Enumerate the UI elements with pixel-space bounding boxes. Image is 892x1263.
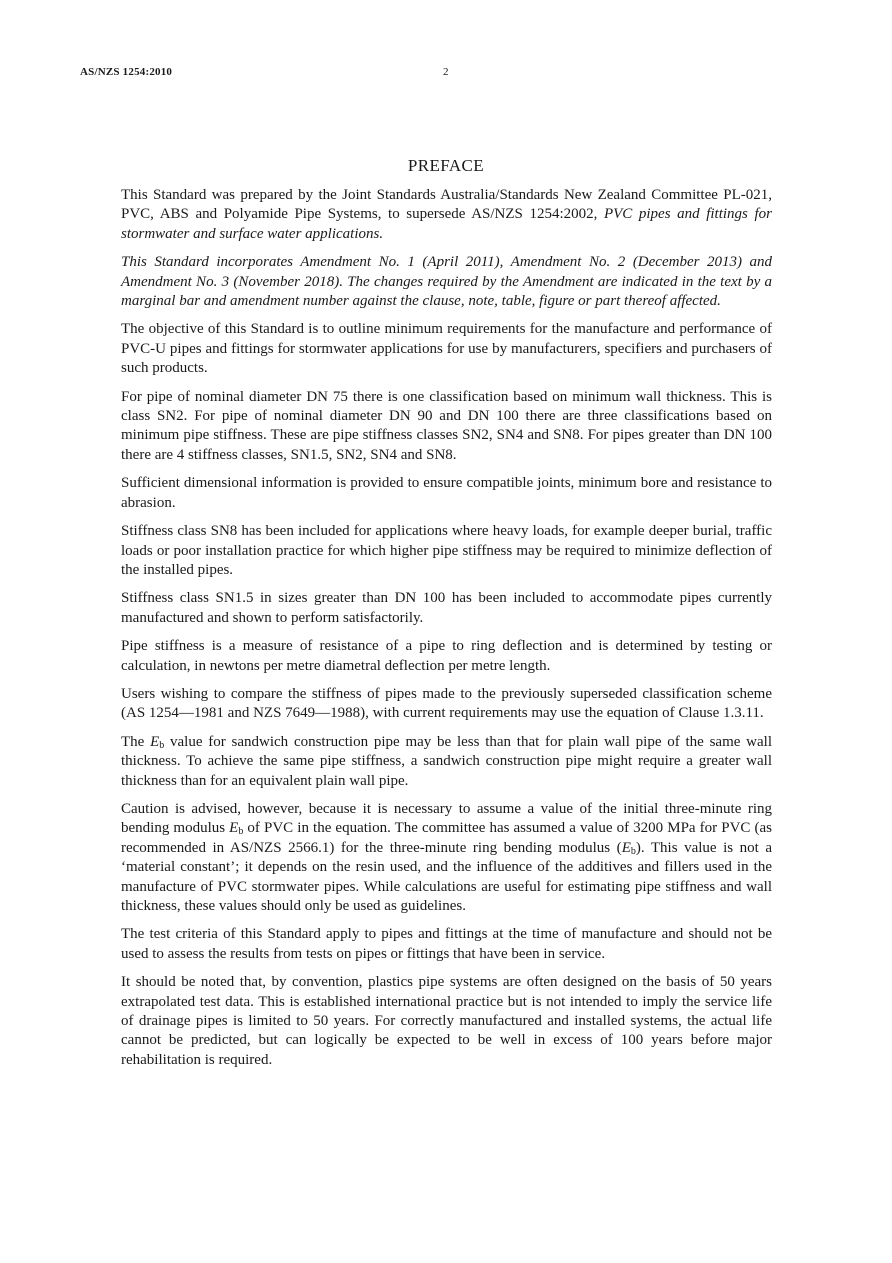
preface-body	[121, 186, 772, 1079]
caution-eb-symbol: E	[229, 820, 239, 837]
caution-text-b: of PVC in the equation. The committee has assumed a value of 3200 MPa for PVC (as recommended in AS/NZS 2566.1) for the three-minute ring bending modulus (	[121, 820, 772, 856]
paragraph-committee	[121, 186, 772, 244]
paragraph-sn8: Stiffness class SN8 has been included for applications where heavy loads, for example deeper burial, traffic loads or poor installation practice for which higher pipe stiffness may be required to minimize deflection of the installed pipes.	[121, 523, 772, 578]
caution-eb-symbol-2: E	[621, 839, 631, 856]
paragraph-pipe-stiffness: Pipe stiffness is a measure of resistance of a pipe to ring deflection and is determined by testing or calculation, in newtons per metre diametral deflection per metre length.	[121, 638, 772, 674]
paragraph-committee-text: This Standard was prepared by the Joint Standards Australia/Standards New Zealand Committee PL-021, PVC, ABS and Polyamide Pipe Systems, to supersede AS/NZS 1254:2002,	[121, 187, 772, 223]
eb-subscript: b	[159, 739, 165, 751]
paragraph-service-life: It should be noted that, by convention, plastics pipe systems are often designed on the basis of 50 years extrapolated test data. This is established international practice but is not intended to imply the service life of drainage pipes is limited to 50 years. For correctly manufactured and installed systems, the actual life cannot be predicted, but can logically be expected to be well in excess of 100 years before major rehabilitation is required.	[121, 974, 772, 1068]
paragraph-eb-sandwich	[121, 733, 772, 791]
paragraph-dimensional-info: Sufficient dimensional information is provided to ensure compatible joints, minimum bore and resistance to abrasion.	[121, 475, 772, 511]
paragraph-test-criteria: The test criteria of this Standard apply to pipes and fittings at the time of manufacture and should not be used to assess the results from tests on pipes or fittings that have been in service.	[121, 926, 772, 962]
eb-symbol: E	[150, 733, 160, 750]
caution-text-c: ). This value is not a ‘material constant’; it depends on the resin used, and the influence of the additives and fillers used in the manufacture of PVC stormwater pipes. While calculations are useful for estimating pipe stiffness and wall thickness, these values should only be used as guidelines.	[121, 839, 772, 914]
standard-identifier: AS/NZS 1254:2010	[80, 66, 173, 78]
caution-text-a: Caution is advised, however, because it is necessary to assume a value of the initial three-minute ring bending modulus	[121, 800, 772, 837]
eb-text-a: The	[121, 733, 151, 750]
paragraph-caution	[121, 800, 772, 916]
page-number: 2	[443, 66, 449, 78]
amendments-text: This Standard incorporates Amendment No. 1 (April 2011), Amendment No. 2 (December 2013) and Amendment No. 3 (November 2018). The changes required by the Amendment are indicated in the text by a marginal bar and amendment number against the clause, note, table, figure or part thereof affected.	[121, 254, 772, 310]
page-title: PREFACE	[407, 156, 485, 175]
caution-eb-subscript-2: b	[630, 845, 636, 857]
caution-eb-subscript: b	[238, 826, 244, 838]
paragraph-classification: For pipe of nominal diameter DN 75 there is one classification based on minimum wall thickness. This is class SN2. For pipe of nominal diameter DN 90 and DN 100 there are three classifications based on minimum pipe stiffness. These are pipe stiffness classes SN2, SN4 and SN8. For pipes greater than DN 100 there are 4 stiffness classes, SN1.5, SN2, SN4 and SN8.	[121, 388, 772, 463]
paragraph-objective: The objective of this Standard is to outline minimum requirements for the manufacture and performance of PVC-U pipes and fittings for stormwater applications for use by manufacturers, specifiers and purchasers of such products.	[121, 321, 772, 377]
paragraph-amendments	[121, 253, 772, 311]
paragraph-sn1-5: Stiffness class SN1.5 in sizes greater than DN 100 has been included to accommodate pipes currently manufactured and shown to perform satisfactorily.	[121, 590, 772, 626]
paragraph-compare-stiffness: Users wishing to compare the stiffness of pipes made to the previously superseded classification scheme (AS 1254—1981 and NZS 7649—1988), with current requirements may use the equation of Clause 1.3.11.	[121, 685, 772, 722]
eb-text-b: value for sandwich construction pipe may be less than that for plain wall pipe of the same wall thickness. To achieve the same pipe stiffness, a sandwich construction pipe might require a greater wall thickness than for an equivalent plain wall pipe.	[121, 733, 772, 789]
superseded-standard-title: PVC pipes and fittings for stormwater and surface water applications.	[121, 206, 772, 242]
